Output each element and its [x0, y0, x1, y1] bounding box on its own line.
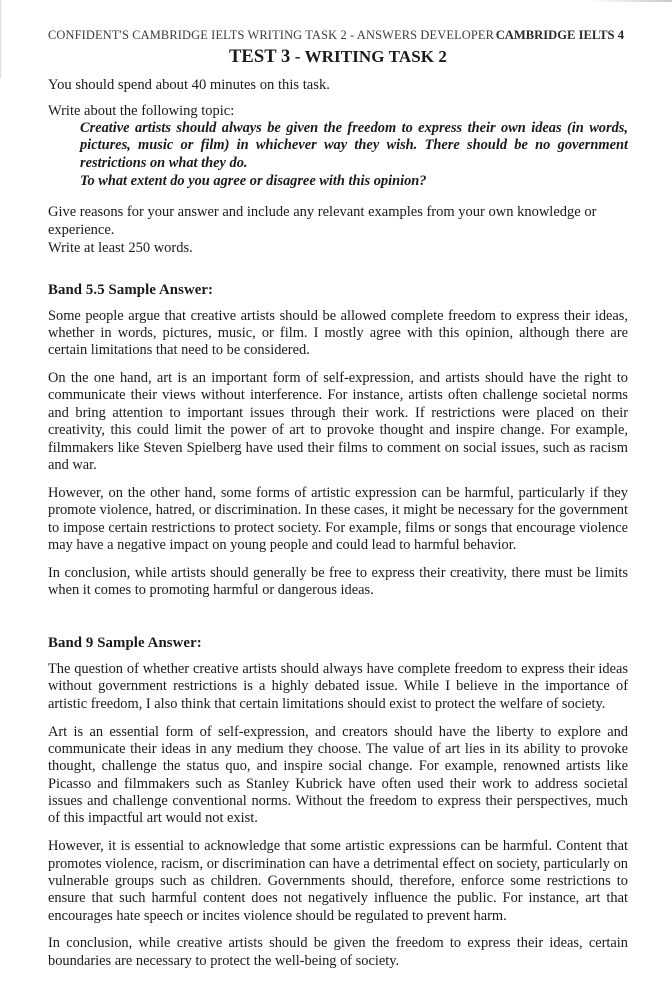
- topic-statement: Creative artists should always be given the freedom to express their own ideas (in words, pictures, music or film) in whichever way they wish. There should be no government restrictions on what they do.: [80, 119, 628, 172]
- running-header-right: CAMBRIDGE IELTS 4: [495, 28, 624, 42]
- paragraph: On the one hand, art is an important form of self-expression, and artists should have the right to communicate their views without interference. For instance, artists often challenge societal norms and bring attention to important issues through their work. If restrictions were placed on their creativity, this could limit the power of art to provoke thought and inspire change. For example, filmmakers like Steven Spielberg have used their films to comment on social issues, such as racism and war.: [48, 370, 628, 473]
- answer-requirements-block: [48, 203, 628, 257]
- paragraph: However, on the other hand, some forms of artistic expression can be harmful, particularly if they promote violence, hatred, or discrimination. In these cases, it might be necessary for the government to impose certain restrictions to protect society. For example, films or songs that encourage violence may have a negative impact on young people and could lead to harmful behavior.: [48, 484, 628, 553]
- section-heading-band-9: Band 9 Sample Answer:: [48, 634, 202, 651]
- page-edge-shadow-top: [588, 0, 672, 2]
- instruction-word-count: Write at least 250 words.: [48, 240, 193, 257]
- paragraph: Art is an essential form of self-expression, and creators should have the liberty to explore and communicate their ideas in any medium they choose. The value of art lies in its ability to provoke thought, challenge the status quo, and inspire social change. For example, renowned artists like Picasso and filmmakers such as Stanley Kubrick have often used their work to address societal issues and challenge conventional norms. Without the freedom to express their perspectives, much of this impactful art would not exist.: [48, 723, 628, 827]
- spacer-before-band-9: [48, 609, 628, 635]
- page-title-test-number: TEST 3: [228, 47, 291, 67]
- topic-indent-block: [48, 120, 628, 190]
- instruction-timing: You should spend about 40 minutes on this task.: [48, 77, 330, 93]
- page-content: [48, 28, 628, 981]
- topic-prompt-block: [48, 102, 628, 190]
- paragraph: Some people argue that creative artists should be allowed complete freedom to express their ideas, whether in words, pictures, music, or film. I mostly agree with this opinion, although there are certain limitations that need to be considered.: [48, 307, 628, 359]
- running-header: [48, 28, 628, 43]
- instruction-lead-in: Write about the following topic:: [48, 102, 235, 119]
- paragraph: In conclusion, while creative artists should be given the freedom to express their ideas, certain boundaries are necessary to protect the well-being of society.: [48, 935, 628, 969]
- page-title: [48, 47, 628, 68]
- paragraph: However, it is essential to acknowledge that some artistic expressions can be harmful. Content that promotes violence, racism, or discrimination can have a detrimental effect on society, particularly on vulnerable groups such as children. Governments should, therefore, enforce some restrictions to ensure that such harmful content does not negatively influence the public. For instance, art that encourages hate speech or incites violence should be regulated to prevent harm.: [48, 838, 628, 924]
- page-title-separator: -: [290, 47, 305, 66]
- page-edge-shadow-left: [0, 0, 2, 78]
- paragraph: In conclusion, while artists should generally be free to express their creativity, there must be limits when it comes to promoting harmful or dangerous ideas.: [48, 564, 628, 599]
- topic-question: To what extent do you agree or disagree with this opinion?: [80, 172, 427, 189]
- instruction-reasons: Give reasons for your answer and include any relevant examples from your own knowledge or experience.: [48, 204, 597, 239]
- spacer-before-band-55: [48, 260, 628, 282]
- paragraph: The question of whether creative artists should always have complete freedom to express their ideas without government restrictions is a highly debated issue. While I believe in the importance of artistic freedom, I also think that certain limitations should exist to protect the welfare of society.: [48, 660, 628, 712]
- section-heading-band-55: Band 5.5 Sample Answer:: [48, 281, 214, 298]
- running-header-left: CONFIDENT'S CAMBRIDGE IELTS WRITING TASK 2 - ANSWERS DEVELOPER: [48, 28, 495, 42]
- page-title-task: WRITING TASK 2: [304, 47, 448, 66]
